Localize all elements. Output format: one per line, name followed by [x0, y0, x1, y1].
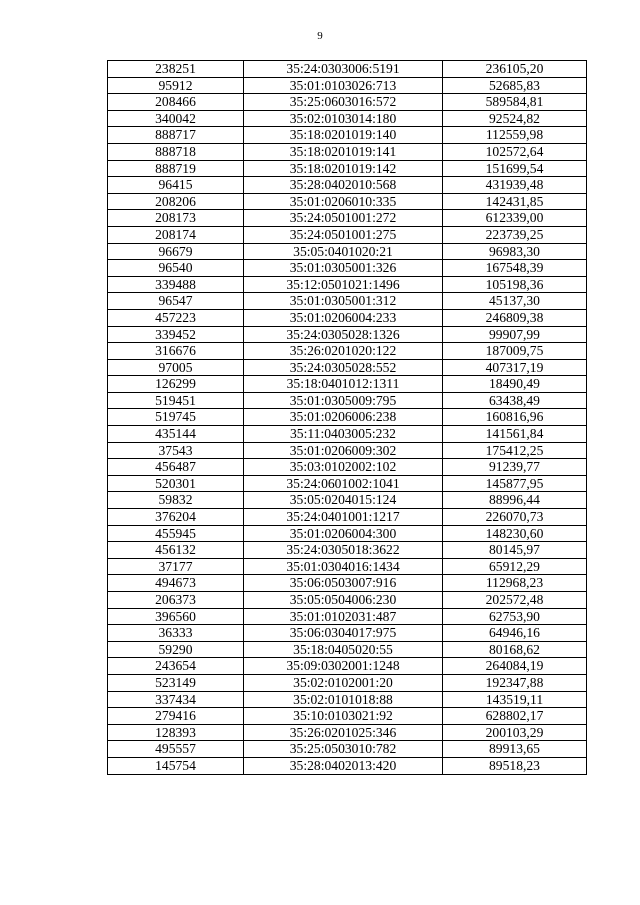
cell-cadastral-number: 35:01:0206004:233: [244, 309, 443, 326]
cell-cadastral-number: 35:26:0201020:122: [244, 343, 443, 360]
cell-cadastral-number: 35:24:0305018:3622: [244, 542, 443, 559]
table-row: [108, 608, 587, 625]
cell-value: 148230,60: [443, 525, 587, 542]
cell-id: 37177: [108, 558, 244, 575]
cell-cadastral-number: 35:01:0305009:795: [244, 392, 443, 409]
cell-id: 96679: [108, 243, 244, 260]
cell-value: 91239,77: [443, 459, 587, 476]
cell-cadastral-number: 35:24:0601002:1041: [244, 475, 443, 492]
cell-cadastral-number: 35:12:0501021:1496: [244, 276, 443, 293]
table-row: [108, 558, 587, 575]
cell-value: 246809,38: [443, 309, 587, 326]
cell-value: 589584,81: [443, 94, 587, 111]
cell-id: 59832: [108, 492, 244, 509]
cell-value: 63438,49: [443, 392, 587, 409]
cell-cadastral-number: 35:01:0305001:312: [244, 293, 443, 310]
cell-value: 236105,20: [443, 61, 587, 78]
cell-value: 80168,62: [443, 641, 587, 658]
table-row: [108, 226, 587, 243]
cell-id: 208173: [108, 210, 244, 227]
cell-id: 145754: [108, 757, 244, 774]
table-row: [108, 542, 587, 559]
cell-id: 457223: [108, 309, 244, 326]
cell-value: 64946,16: [443, 625, 587, 642]
cell-value: 92524,82: [443, 110, 587, 127]
cell-value: 65912,29: [443, 558, 587, 575]
cell-id: 208466: [108, 94, 244, 111]
table-row: [108, 509, 587, 526]
cell-value: 52685,83: [443, 77, 587, 94]
cell-id: 208174: [108, 226, 244, 243]
cell-value: 102572,64: [443, 143, 587, 160]
cell-value: 202572,48: [443, 592, 587, 609]
cell-cadastral-number: 35:01:0103026:713: [244, 77, 443, 94]
cell-id: 888718: [108, 143, 244, 160]
cell-cadastral-number: 35:25:0603016:572: [244, 94, 443, 111]
cell-value: 167548,39: [443, 260, 587, 277]
cell-value: 89518,23: [443, 757, 587, 774]
cell-id: 456487: [108, 459, 244, 476]
cell-value: 628802,17: [443, 708, 587, 725]
table-row: [108, 658, 587, 675]
cell-cadastral-number: 35:28:0402010:568: [244, 177, 443, 194]
table-row: [108, 741, 587, 758]
cell-value: 431939,48: [443, 177, 587, 194]
table-row: [108, 143, 587, 160]
table-body: [108, 61, 587, 775]
cell-id: 520301: [108, 475, 244, 492]
table-row: [108, 177, 587, 194]
cell-cadastral-number: 35:05:0204015:124: [244, 492, 443, 509]
cell-value: 223739,25: [443, 226, 587, 243]
table-row: [108, 160, 587, 177]
table-row: [108, 757, 587, 774]
cell-id: 519745: [108, 409, 244, 426]
cell-id: 206373: [108, 592, 244, 609]
cell-cadastral-number: 35:18:0405020:55: [244, 641, 443, 658]
table-row: [108, 674, 587, 691]
table-row: [108, 392, 587, 409]
table-row: [108, 525, 587, 542]
cell-value: 264084,19: [443, 658, 587, 675]
data-table: [107, 60, 587, 775]
cell-id: 208206: [108, 193, 244, 210]
table-row: [108, 210, 587, 227]
cell-id: 126299: [108, 376, 244, 393]
cell-id: 339488: [108, 276, 244, 293]
cell-cadastral-number: 35:02:0101018:88: [244, 691, 443, 708]
cell-id: 97005: [108, 359, 244, 376]
table-row: [108, 442, 587, 459]
cell-value: 80145,97: [443, 542, 587, 559]
cell-value: 145877,95: [443, 475, 587, 492]
cell-cadastral-number: 35:24:0501001:272: [244, 210, 443, 227]
table-row: [108, 575, 587, 592]
table-row: [108, 475, 587, 492]
table-row: [108, 691, 587, 708]
cell-value: 141561,84: [443, 426, 587, 443]
cell-id: 396560: [108, 608, 244, 625]
cell-id: 96540: [108, 260, 244, 277]
cell-value: 200103,29: [443, 724, 587, 741]
cell-cadastral-number: 35:09:0302001:1248: [244, 658, 443, 675]
cell-cadastral-number: 35:01:0206006:238: [244, 409, 443, 426]
table-row: [108, 293, 587, 310]
cell-value: 226070,73: [443, 509, 587, 526]
cell-cadastral-number: 35:28:0402013:420: [244, 757, 443, 774]
table-row: [108, 193, 587, 210]
table-row: [108, 641, 587, 658]
cell-value: 151699,54: [443, 160, 587, 177]
cell-id: 888719: [108, 160, 244, 177]
cell-id: 96415: [108, 177, 244, 194]
cell-cadastral-number: 35:05:0504006:230: [244, 592, 443, 609]
table-row: [108, 61, 587, 78]
table-row: [108, 276, 587, 293]
cell-id: 888717: [108, 127, 244, 144]
cell-cadastral-number: 35:02:0103014:180: [244, 110, 443, 127]
table-row: [108, 260, 587, 277]
table-row: [108, 592, 587, 609]
cell-cadastral-number: 35:18:0201019:140: [244, 127, 443, 144]
cell-value: 45137,30: [443, 293, 587, 310]
cell-id: 37543: [108, 442, 244, 459]
cell-value: 407317,19: [443, 359, 587, 376]
cell-cadastral-number: 35:24:0401001:1217: [244, 509, 443, 526]
cell-cadastral-number: 35:06:0304017:975: [244, 625, 443, 642]
cell-cadastral-number: 35:18:0401012:1311: [244, 376, 443, 393]
table-row: [108, 376, 587, 393]
cell-value: 18490,49: [443, 376, 587, 393]
cell-value: 142431,85: [443, 193, 587, 210]
cell-value: 187009,75: [443, 343, 587, 360]
cell-cadastral-number: 35:02:0102001:20: [244, 674, 443, 691]
cell-cadastral-number: 35:24:0305028:552: [244, 359, 443, 376]
cell-id: 95912: [108, 77, 244, 94]
table-row: [108, 359, 587, 376]
table-row: [108, 426, 587, 443]
cell-value: 160816,96: [443, 409, 587, 426]
cell-value: 96983,30: [443, 243, 587, 260]
table-row: [108, 459, 587, 476]
cell-cadastral-number: 35:01:0206004:300: [244, 525, 443, 542]
table-row: [108, 724, 587, 741]
cell-cadastral-number: 35:24:0305028:1326: [244, 326, 443, 343]
table-row: [108, 326, 587, 343]
cell-cadastral-number: 35:01:0305001:326: [244, 260, 443, 277]
cell-cadastral-number: 35:26:0201025:346: [244, 724, 443, 741]
table-row: [108, 343, 587, 360]
table-row: [108, 492, 587, 509]
cell-id: 96547: [108, 293, 244, 310]
cell-cadastral-number: 35:01:0206010:335: [244, 193, 443, 210]
cell-id: 243654: [108, 658, 244, 675]
cell-cadastral-number: 35:03:0102002:102: [244, 459, 443, 476]
table-row: [108, 708, 587, 725]
cell-value: 112968,23: [443, 575, 587, 592]
cell-id: 128393: [108, 724, 244, 741]
cell-value: 105198,36: [443, 276, 587, 293]
cell-cadastral-number: 35:01:0304016:1434: [244, 558, 443, 575]
cell-value: 612339,00: [443, 210, 587, 227]
table-row: [108, 625, 587, 642]
cell-id: 519451: [108, 392, 244, 409]
cell-value: 62753,90: [443, 608, 587, 625]
cell-id: 455945: [108, 525, 244, 542]
table-row: [108, 409, 587, 426]
cell-cadastral-number: 35:24:0303006:5191: [244, 61, 443, 78]
cell-value: 88996,44: [443, 492, 587, 509]
cell-cadastral-number: 35:01:0102031:487: [244, 608, 443, 625]
page-number: 9: [317, 30, 323, 42]
cell-cadastral-number: 35:11:0403005:232: [244, 426, 443, 443]
table-row: [108, 243, 587, 260]
cell-value: 99907,99: [443, 326, 587, 343]
cell-cadastral-number: 35:24:0501001:275: [244, 226, 443, 243]
cell-id: 238251: [108, 61, 244, 78]
cell-id: 494673: [108, 575, 244, 592]
cell-cadastral-number: 35:06:0503007:916: [244, 575, 443, 592]
cell-value: 143519,11: [443, 691, 587, 708]
cell-cadastral-number: 35:18:0201019:141: [244, 143, 443, 160]
cell-cadastral-number: 35:05:0401020:21: [244, 243, 443, 260]
cell-id: 340042: [108, 110, 244, 127]
cell-id: 279416: [108, 708, 244, 725]
table-row: [108, 110, 587, 127]
cell-id: 36333: [108, 625, 244, 642]
table-row: [108, 127, 587, 144]
cell-id: 376204: [108, 509, 244, 526]
cell-value: 192347,88: [443, 674, 587, 691]
table-row: [108, 77, 587, 94]
cell-id: 456132: [108, 542, 244, 559]
cell-id: 495557: [108, 741, 244, 758]
cell-cadastral-number: 35:25:0503010:782: [244, 741, 443, 758]
table-row: [108, 94, 587, 111]
cell-id: 316676: [108, 343, 244, 360]
cell-id: 435144: [108, 426, 244, 443]
cell-id: 523149: [108, 674, 244, 691]
table-row: [108, 309, 587, 326]
cell-value: 89913,65: [443, 741, 587, 758]
cell-id: 59290: [108, 641, 244, 658]
cell-cadastral-number: 35:10:0103021:92: [244, 708, 443, 725]
cell-value: 175412,25: [443, 442, 587, 459]
cell-cadastral-number: 35:18:0201019:142: [244, 160, 443, 177]
cell-id: 337434: [108, 691, 244, 708]
cell-cadastral-number: 35:01:0206009:302: [244, 442, 443, 459]
cell-value: 112559,98: [443, 127, 587, 144]
cell-id: 339452: [108, 326, 244, 343]
